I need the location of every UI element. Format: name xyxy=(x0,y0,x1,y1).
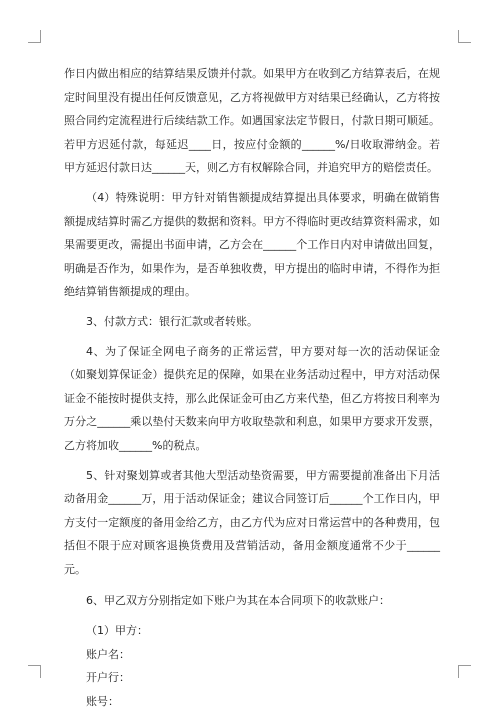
field-account-name: 账户名： xyxy=(86,647,130,661)
paragraph-party-a: （1）甲方： xyxy=(86,624,148,638)
document-body xyxy=(64,62,440,713)
paragraph-settlement-feedback: 作日内做出相应的结算结果反馈并付款。如果甲方在收到乙方结算表后，在规定时间里没有提出任何反馈意见，乙方将视做甲方对结果已经确认，乙方将按照合同约定流程进行后续结款工作。如遇国家法定节假日，付款日期可顺延。若甲方迟延付款，每延迟____日，按应付金额的______%/日收取滞纳金。若甲方延迟付款日达______天，则乙方有权解除合同，并追究甲方的赔偿责任。 xyxy=(64,67,440,175)
crop-mark-bottom-right xyxy=(458,665,471,678)
paragraph-reserve-fund: 5、针对聚划算或者其他大型活动垫资需要，甲方需要提前准备出下月活动备用金______万，用于活动保证金；建议合同签订后______个工作日内，甲方支付一定额度的备用金给乙方，由乙方代为应对日常运营中的各种费用，包括但不限于应对顾客退换货费用及营销活动，备用金额度通常不少于______元。 xyxy=(64,468,440,576)
paragraph-accounts-intro: 6、甲乙双方分别指定如下账户为其在本合同项下的收款账户： xyxy=(86,594,390,608)
field-account-number: 账号： xyxy=(86,694,119,708)
paragraph-activity-deposit: 4、为了保证全网电子商务的正常运营，甲方要对每一次的活动保证金（如聚划算保证金）提供充足的保障，如果在业务活动过程中，甲方对活动保证金不能按时提供支持，那么此保证金可由乙方来代垫，但乙方将按日利率为万分之______乘以垫付天数来向甲方收取垫款和利息，如果甲方要求开发票，乙方将加收______%的税点。 xyxy=(64,344,440,452)
paragraph-payment-method: 3、付款方式：银行汇款或者转账。 xyxy=(86,314,258,328)
crop-mark-bottom-left xyxy=(28,665,41,678)
crop-mark-top-right xyxy=(458,30,471,43)
paragraph-special-note: （4）特殊说明：甲方针对销售额提成结算提出具体要求，明确在做销售额提成结算时需乙方提供的数据和资料。甲方不得临时更改结算资料需求，如果需要更改，需提出书面申请，乙方会在______个工作日内对申请做出回复，明确是否作为，如果作为，是否单独收费，甲方提出的临时申请，不得作为拒绝结算销售额提成的理由。 xyxy=(64,190,440,299)
crop-mark-top-left xyxy=(28,30,41,43)
field-bank: 开户行： xyxy=(86,671,130,685)
